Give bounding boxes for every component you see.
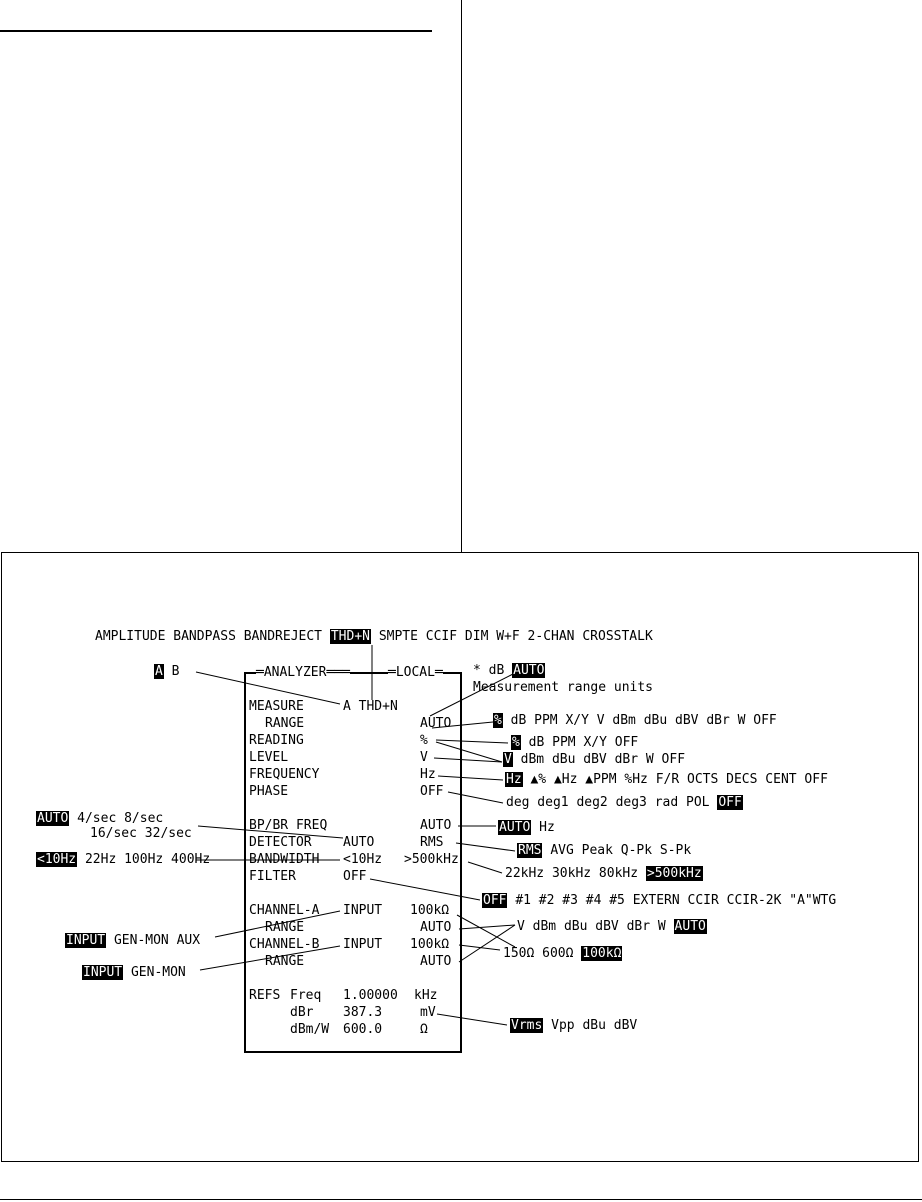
- filter-value[interactable]: OFF: [343, 869, 367, 884]
- channel-b-range[interactable]: AUTO: [420, 954, 452, 969]
- range-units-caption: Measurement range units: [473, 680, 654, 695]
- leader-phase-unit: [448, 792, 503, 803]
- refs-dbr-value[interactable]: 387.3: [343, 1005, 383, 1020]
- bpbr-freq-label: BP/BR FREQ: [249, 818, 328, 833]
- channel-b-label: CHANNEL-B: [249, 937, 320, 952]
- opt-range-pct[interactable]: %: [494, 713, 502, 728]
- refs-dbr-unit[interactable]: mV: [420, 1005, 436, 1020]
- channel-a-input[interactable]: INPUT: [343, 903, 383, 918]
- reading-label: READING: [249, 733, 304, 748]
- measure-value[interactable]: A THD+N: [343, 699, 398, 714]
- opt-dbr-list[interactable]: Vpp dBu dBV: [551, 1018, 638, 1033]
- opt-channel-a[interactable]: A: [155, 664, 163, 679]
- range-label: RANGE: [265, 716, 305, 731]
- panel-title-local: ═LOCAL═: [388, 665, 443, 680]
- bandwidth-label: BANDWIDTH: [249, 852, 320, 867]
- opt-bandpass[interactable]: BANDPASS: [173, 629, 236, 644]
- range-value[interactable]: AUTO: [420, 716, 452, 731]
- opt-range-list[interactable]: dB PPM X/Y V dBm dBu dBV dBr W OFF: [510, 713, 777, 728]
- opt-bpbr-hz[interactable]: Hz: [539, 820, 555, 835]
- opt-dbr-vrms[interactable]: Vrms: [511, 1018, 543, 1033]
- detector-label: DETECTOR: [249, 835, 312, 850]
- opt-bpbr-auto[interactable]: AUTO: [499, 820, 531, 835]
- refs-dbmw-unit: Ω: [420, 1022, 428, 1037]
- opt-bw-500khz[interactable]: >500kHz: [646, 866, 702, 881]
- refs-dbmw-label: dBm/W: [290, 1022, 330, 1037]
- opt-thdn-selected[interactable]: THD+N: [330, 629, 370, 644]
- opt-crosstalk[interactable]: CROSSTALK: [582, 629, 653, 644]
- refs-freq-unit: kHz: [414, 988, 438, 1003]
- level-value[interactable]: V: [420, 750, 428, 765]
- opt-input-a-list[interactable]: GEN-MON AUX: [113, 933, 201, 948]
- opt-wf[interactable]: W+F: [496, 629, 520, 644]
- opt-freq-list[interactable]: ▲% ▲Hz ▲PPM %Hz F/R OCTS DECS CENT OFF: [530, 772, 828, 787]
- opt-input-b-list[interactable]: GEN-MON: [130, 965, 186, 980]
- opt-input-b[interactable]: INPUT: [83, 965, 123, 980]
- opt-2chan[interactable]: 2-CHAN: [527, 629, 575, 644]
- opt-amplitude[interactable]: AMPLITUDE: [95, 629, 166, 644]
- opt-detector-rms[interactable]: RMS: [518, 843, 542, 858]
- frequency-label: FREQUENCY: [249, 767, 320, 782]
- leader-channel-select: [196, 672, 340, 704]
- leader-dbr-unit: [437, 1014, 507, 1025]
- opt-channel-b[interactable]: B: [171, 664, 180, 679]
- opt-bw-high-list[interactable]: 22kHz 30kHz 80kHz: [505, 866, 639, 881]
- bandwidth-high[interactable]: >500kHz: [404, 852, 459, 867]
- channel-b-impedance[interactable]: 100kΩ: [410, 937, 450, 952]
- leader-reading-rate: [198, 826, 343, 838]
- level-label: LEVEL: [249, 750, 289, 765]
- filter-label: FILTER: [249, 869, 296, 884]
- opt-phase-list[interactable]: deg deg1 deg2 deg3 rad POL: [506, 795, 710, 810]
- leader-reading-unit: [436, 740, 508, 743]
- refs-dbmw-value[interactable]: 600.0: [343, 1022, 383, 1037]
- phase-value[interactable]: OFF: [420, 784, 444, 799]
- leader-chan-range-b: [459, 925, 515, 962]
- opt-level-list[interactable]: dBm dBu dBV dBr W OFF: [520, 752, 686, 767]
- opt-reading-pct[interactable]: %: [512, 735, 520, 750]
- panel-title-analyzer: ═ANALYZER═══: [256, 665, 350, 680]
- opt-bw-10hz[interactable]: <10Hz: [37, 852, 77, 867]
- opt-input-a[interactable]: INPUT: [66, 933, 106, 948]
- opt-smpte[interactable]: SMPTE: [378, 629, 418, 644]
- channel-a-range[interactable]: AUTO: [420, 920, 452, 935]
- reading-value[interactable]: %: [420, 733, 428, 748]
- opt-reading-list[interactable]: dB PPM X/Y OFF: [528, 735, 639, 750]
- opt-range-units-auto[interactable]: AUTO: [513, 663, 545, 678]
- leader-frequency-unit: [438, 776, 503, 780]
- opt-chan-range-auto[interactable]: AUTO: [674, 919, 706, 934]
- opt-rate-list-1[interactable]: 4/sec 8/sec: [77, 811, 164, 826]
- leader-bandwidth-high: [468, 862, 502, 873]
- opt-ccif[interactable]: CCIF: [425, 629, 458, 644]
- opt-freq-hz[interactable]: Hz: [506, 772, 522, 787]
- channel-a-label: CHANNEL-A: [249, 903, 320, 918]
- detector-value[interactable]: RMS: [420, 835, 444, 850]
- channel-b-range-label: RANGE: [265, 954, 305, 969]
- channel-a-range-label: RANGE: [265, 920, 305, 935]
- opt-chan-range-list[interactable]: V dBm dBu dBV dBr W: [517, 919, 666, 934]
- opt-rate-auto[interactable]: AUTO: [37, 811, 69, 826]
- channel-b-input[interactable]: INPUT: [343, 937, 383, 952]
- opt-filter-list[interactable]: #1 #2 #3 #4 #5 EXTERN CCIR CCIR-2K "A"WTG: [515, 893, 837, 908]
- leader-imp-b: [459, 945, 500, 950]
- reading-rate-options-2[interactable]: 16/sec 32/sec: [90, 826, 192, 841]
- leader-range-unit: [432, 722, 493, 728]
- leader-range-units: [430, 674, 513, 716]
- measure-label: MEASURE: [249, 699, 304, 714]
- leader-detector: [456, 843, 515, 851]
- opt-level-v[interactable]: V: [504, 752, 512, 767]
- leader-filter: [370, 879, 480, 900]
- bpbr-freq-value[interactable]: AUTO: [420, 818, 452, 833]
- leader-input-a: [215, 911, 340, 937]
- refs-freq-value[interactable]: 1.00000: [343, 988, 398, 1003]
- opt-imp-100k[interactable]: 100kΩ: [582, 946, 622, 961]
- opt-bw-low-list[interactable]: 22Hz 100Hz 400Hz: [84, 852, 211, 867]
- detector-mode[interactable]: AUTO: [343, 835, 375, 850]
- leader-input-b: [200, 946, 340, 970]
- opt-imp-list[interactable]: 150Ω 600Ω: [503, 946, 574, 961]
- bandwidth-low[interactable]: <10Hz: [343, 852, 383, 867]
- opt-range-units[interactable]: * dB: [473, 663, 505, 678]
- opt-filter-off[interactable]: OFF: [483, 893, 507, 908]
- refs-label: REFS: [249, 988, 281, 1003]
- opt-phase-off[interactable]: OFF: [718, 795, 742, 810]
- opt-bandreject[interactable]: BANDREJECT: [243, 629, 323, 644]
- channel-a-impedance[interactable]: 100kΩ: [410, 903, 450, 918]
- phase-label: PHASE: [249, 784, 289, 799]
- opt-detector-list[interactable]: AVG Peak Q-Pk S-Pk: [550, 843, 692, 858]
- refs-freq-label: Freq: [290, 988, 322, 1003]
- leader-chan-range-a: [459, 925, 515, 929]
- refs-dbr-label: dBr: [290, 1005, 314, 1020]
- frequency-value[interactable]: Hz: [420, 767, 436, 782]
- opt-dim[interactable]: DIM: [464, 629, 489, 644]
